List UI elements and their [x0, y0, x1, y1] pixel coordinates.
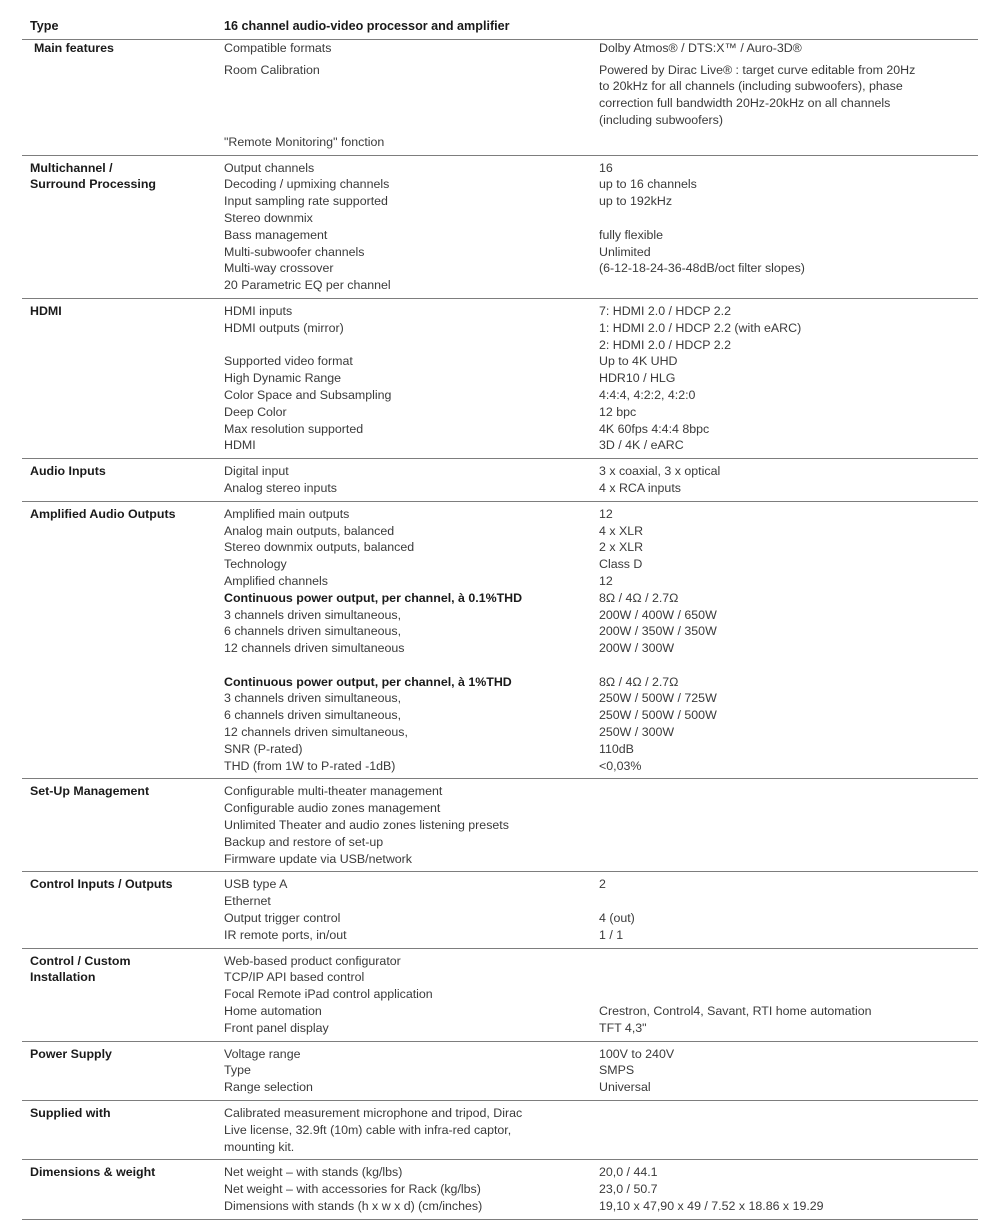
section-title — [22, 851, 224, 868]
section-title — [22, 353, 224, 370]
section-title: Installation — [30, 970, 96, 985]
spec-row — [22, 370, 978, 387]
section-title — [22, 800, 224, 817]
section-title — [22, 1181, 224, 1198]
spec-section — [22, 779, 978, 872]
spec-name: Analog stereo inputs — [224, 480, 337, 495]
spec-value: Up to 4K UHD — [599, 354, 678, 369]
spec-row — [22, 1003, 978, 1020]
spec-value: up to 16 channels — [599, 177, 697, 192]
spec-row — [22, 1122, 978, 1139]
spec-name: Technology — [224, 557, 287, 572]
spec-row — [22, 1139, 978, 1156]
spec-section — [22, 1160, 978, 1219]
section-title — [22, 758, 224, 775]
spec-row — [22, 277, 978, 294]
spec-row — [22, 640, 978, 657]
spec-sheet — [22, 18, 978, 1220]
spec-row — [22, 210, 978, 227]
spec-value — [599, 800, 978, 817]
section-title — [22, 539, 224, 556]
section-title — [22, 134, 224, 151]
section-title — [22, 62, 224, 79]
spec-value — [599, 1139, 978, 1156]
spec-value: 200W / 400W / 650W — [599, 607, 717, 622]
spec-value: Dolby Atmos® / DTS:X™ / Auro-3D® — [599, 40, 802, 55]
spec-row — [22, 657, 978, 674]
spec-name: Ethernet — [224, 894, 271, 909]
spec-row — [22, 244, 978, 261]
spec-value: <0,03% — [599, 758, 642, 773]
spec-value: 7: HDMI 2.0 / HDCP 2.2 — [599, 303, 731, 318]
spec-name: Unlimited Theater and audio zones listening presets — [224, 818, 509, 833]
section-title — [22, 480, 224, 497]
section-title — [22, 260, 224, 277]
spec-value: fully flexible — [599, 227, 664, 242]
section-title: Dimensions & weight — [30, 1165, 156, 1180]
spec-name: SNR (P-rated) — [224, 741, 303, 756]
spec-name: 3 channels driven simultaneous, — [224, 691, 402, 706]
section-title — [22, 573, 224, 590]
spec-section — [22, 1042, 978, 1101]
spec-name: USB type A — [224, 877, 288, 892]
spec-name: 12 channels driven simultaneous — [224, 641, 405, 656]
spec-value: to 20kHz for all channels (including subwoofers), phase — [599, 79, 903, 94]
spec-name — [224, 95, 599, 112]
spec-section — [22, 502, 978, 780]
spec-row — [22, 404, 978, 421]
spec-value: Unlimited — [599, 244, 651, 259]
spec-row — [22, 1181, 978, 1198]
section-title: Multichannel / — [30, 160, 113, 175]
spec-name: Amplified main outputs — [224, 506, 350, 521]
section-title — [22, 556, 224, 573]
spec-row — [22, 539, 978, 556]
spec-row — [22, 95, 978, 112]
spec-name: Analog main outputs, balanced — [224, 523, 395, 538]
section-title — [22, 112, 224, 129]
spec-value: 20,0 / 44.1 — [599, 1165, 658, 1180]
section-title — [22, 277, 224, 294]
spec-value — [599, 277, 978, 294]
spec-row — [22, 927, 978, 944]
spec-row — [22, 783, 978, 800]
spec-value: 19,10 x 47,90 x 49 / 7.52 x 18.86 x 19.29 — [599, 1199, 824, 1213]
section-title — [22, 590, 224, 607]
spec-value: 4 x XLR — [599, 523, 644, 538]
spec-name: Amplified channels — [224, 573, 329, 588]
spec-section — [22, 949, 978, 1042]
spec-row — [22, 556, 978, 573]
spec-row — [22, 817, 978, 834]
spec-name: Output trigger control — [224, 911, 341, 926]
section-title — [22, 1139, 224, 1156]
spec-value: 4:4:4, 4:2:2, 4:2:0 — [599, 387, 696, 402]
spec-name — [224, 112, 599, 129]
spec-value: TFT 4,3" — [599, 1020, 647, 1035]
spec-name: Bass management — [224, 227, 328, 242]
spec-row — [22, 463, 978, 480]
spec-value: 1: HDMI 2.0 / HDCP 2.2 (with eARC) — [599, 320, 802, 335]
section-title: Supplied with — [30, 1106, 111, 1121]
spec-row — [22, 320, 978, 337]
spec-name: Focal Remote iPad control application — [224, 987, 433, 1002]
spec-row — [22, 480, 978, 497]
spec-value: 2: HDMI 2.0 / HDCP 2.2 — [599, 337, 731, 352]
spec-name: 6 channels driven simultaneous, — [224, 624, 402, 639]
spec-value — [599, 210, 978, 227]
spec-name: Color Space and Subsampling — [224, 387, 392, 402]
section-title — [22, 244, 224, 261]
spec-section — [22, 872, 978, 948]
spec-section — [22, 1101, 978, 1160]
section-title — [22, 78, 224, 95]
spec-row — [22, 851, 978, 868]
spec-row — [22, 1198, 978, 1215]
spec-name: Deep Color — [224, 404, 287, 419]
section-title — [22, 690, 224, 707]
spec-value: 200W / 350W / 350W — [599, 624, 717, 639]
spec-value: Universal — [599, 1080, 651, 1095]
spec-name: Firmware update via USB/network — [224, 851, 412, 866]
spec-name: Calibrated measurement microphone and tripod, Dirac — [224, 1106, 523, 1121]
spec-row — [22, 623, 978, 640]
spec-value: 2 — [599, 877, 606, 892]
spec-value: Crestron, Control4, Savant, RTI home automation — [599, 1004, 872, 1019]
section-title — [22, 1079, 224, 1096]
spec-row — [22, 758, 978, 775]
spec-row — [22, 834, 978, 851]
spec-name: Digital input — [224, 464, 289, 479]
section-title — [22, 337, 224, 354]
spec-name: Stereo downmix outputs, balanced — [224, 540, 415, 555]
spec-value — [599, 986, 978, 1003]
spec-row — [22, 421, 978, 438]
header-row — [22, 18, 978, 35]
spec-name: Supported video format — [224, 354, 353, 369]
spec-value: 4 x RCA inputs — [599, 480, 681, 495]
spec-value — [599, 657, 978, 674]
spec-value: Class D — [599, 557, 643, 572]
spec-value: 4 (out) — [599, 911, 635, 926]
spec-value: 100V to 240V — [599, 1046, 675, 1061]
spec-name: Configurable multi-theater management — [224, 784, 443, 799]
spec-value: 250W / 500W / 500W — [599, 708, 717, 723]
spec-section — [22, 459, 978, 502]
spec-value — [599, 851, 978, 868]
section-title — [22, 320, 224, 337]
spec-row — [22, 134, 978, 151]
spec-name — [224, 337, 599, 354]
spec-row — [22, 437, 978, 454]
spec-value: 12 — [599, 573, 613, 588]
section-title: Control Inputs / Outputs — [30, 877, 173, 892]
spec-value — [599, 1122, 978, 1139]
spec-value — [599, 817, 978, 834]
section-title: Audio Inputs — [30, 464, 106, 479]
spec-value: 3 x coaxial, 3 x optical — [599, 464, 721, 479]
spec-name: 6 channels driven simultaneous, — [224, 708, 402, 723]
spec-name: Multi-subwoofer channels — [224, 244, 365, 259]
spec-name: High Dynamic Range — [224, 371, 342, 386]
header-value: 16 channel audio-video processor and amplifier — [224, 19, 510, 33]
spec-value: 2 x XLR — [599, 540, 644, 555]
spec-name: Continuous power output, per channel, à 0.1%THD — [224, 590, 523, 605]
spec-name: HDMI — [224, 438, 256, 453]
section-title — [22, 370, 224, 387]
spec-row — [22, 112, 978, 129]
spec-name: 20 Parametric EQ per channel — [224, 278, 391, 293]
spec-name: mounting kit. — [224, 1139, 295, 1154]
spec-value: 8Ω / 4Ω / 2.7Ω — [599, 590, 679, 605]
spec-row — [22, 387, 978, 404]
spec-row — [22, 607, 978, 624]
spec-value: 1 / 1 — [599, 927, 624, 942]
spec-header — [22, 18, 978, 40]
spec-row — [22, 741, 978, 758]
spec-row — [22, 506, 978, 523]
spec-name: Live license, 32.9ft (10m) cable with infra-red captor, — [224, 1122, 512, 1137]
spec-value — [599, 134, 978, 151]
spec-section — [22, 40, 978, 156]
spec-name: Net weight – with accessories for Rack (kg/lbs) — [224, 1182, 481, 1197]
spec-section — [22, 299, 978, 459]
spec-value: up to 192kHz — [599, 194, 673, 209]
spec-name: Voltage range — [224, 1046, 301, 1061]
spec-value: Powered by Dirac Live® : target curve editable from 20Hz — [599, 62, 916, 77]
spec-row — [22, 176, 978, 193]
section-title — [22, 724, 224, 741]
spec-row — [22, 1046, 978, 1063]
section-title — [22, 986, 224, 1003]
section-title — [22, 910, 224, 927]
spec-name: Backup and restore of set-up — [224, 834, 384, 849]
section-title — [22, 657, 224, 674]
spec-name: TCP/IP API based control — [224, 970, 365, 985]
spec-row — [22, 337, 978, 354]
spec-name: Web-based product configurator — [224, 953, 401, 968]
spec-value: (including subwoofers) — [599, 112, 723, 127]
spec-name: Configurable audio zones management — [224, 801, 441, 816]
spec-name — [224, 657, 599, 674]
spec-row — [22, 62, 978, 79]
spec-value: 4K 60fps 4:4:4 8bpc — [599, 421, 710, 436]
spec-row — [22, 1105, 978, 1122]
spec-value — [599, 834, 978, 851]
spec-name: Continuous power output, per channel, à 1%THD — [224, 674, 512, 689]
spec-name: IR remote ports, in/out — [224, 927, 347, 942]
section-title — [22, 387, 224, 404]
spec-row — [22, 193, 978, 210]
spec-name: THD (from 1W to P-rated -1dB) — [224, 758, 396, 773]
section-title — [22, 741, 224, 758]
spec-name — [224, 78, 599, 95]
section-title: Set-Up Management — [30, 784, 150, 799]
spec-row — [22, 40, 978, 57]
section-title: Amplified Audio Outputs — [30, 506, 176, 521]
spec-row — [22, 876, 978, 893]
spec-name: Home automation — [224, 1004, 322, 1019]
spec-value: 110dB — [599, 741, 634, 756]
spec-row — [22, 690, 978, 707]
spec-sections — [22, 40, 978, 1220]
spec-value: 12 — [599, 506, 613, 521]
spec-value: 200W / 300W — [599, 641, 675, 656]
section-title — [22, 227, 224, 244]
spec-row — [22, 303, 978, 320]
spec-row — [22, 1164, 978, 1181]
spec-name: HDMI outputs (mirror) — [224, 320, 344, 335]
spec-name: Type — [224, 1063, 251, 1078]
spec-row — [22, 160, 978, 177]
section-title: HDMI — [30, 303, 62, 318]
spec-name: Front panel display — [224, 1020, 329, 1035]
section-title — [22, 817, 224, 834]
spec-value — [599, 893, 978, 910]
section-title — [22, 193, 224, 210]
spec-row — [22, 573, 978, 590]
spec-row — [22, 674, 978, 691]
spec-value: correction full bandwidth 20Hz-20kHz on all channels — [599, 96, 891, 111]
spec-name: Max resolution supported — [224, 421, 364, 436]
spec-row — [22, 1020, 978, 1037]
spec-name: Decoding / upmixing channels — [224, 177, 390, 192]
spec-row — [22, 893, 978, 910]
spec-name: Input sampling rate supported — [224, 194, 388, 209]
spec-name: Room Calibration — [224, 62, 320, 77]
section-title — [22, 1020, 224, 1037]
section-title: Control / Custom — [30, 953, 131, 968]
section-title — [22, 1062, 224, 1079]
spec-name: Net weight – with stands (kg/lbs) — [224, 1165, 403, 1180]
spec-row — [22, 78, 978, 95]
spec-name: Range selection — [224, 1080, 313, 1095]
spec-value: HDR10 / HLG — [599, 371, 676, 386]
spec-name: 12 channels driven simultaneous, — [224, 725, 408, 740]
section-title — [22, 927, 224, 944]
spec-row — [22, 227, 978, 244]
spec-name: Multi-way crossover — [224, 261, 334, 276]
spec-row — [22, 1079, 978, 1096]
section-title — [22, 523, 224, 540]
spec-name: Dimensions with stands (h x w x d) (cm/inches) — [224, 1199, 483, 1213]
spec-row — [22, 986, 978, 1003]
spec-value: 8Ω / 4Ω / 2.7Ω — [599, 674, 679, 689]
spec-row — [22, 353, 978, 370]
spec-value: 250W / 300W — [599, 725, 675, 740]
section-title — [22, 640, 224, 657]
spec-row — [22, 969, 978, 986]
spec-value: SMPS — [599, 1063, 635, 1078]
section-title — [22, 834, 224, 851]
spec-row — [22, 590, 978, 607]
section-title — [22, 1122, 224, 1139]
spec-value — [599, 969, 978, 986]
section-title — [22, 421, 224, 438]
section-title: Main features — [34, 40, 114, 55]
spec-row — [22, 724, 978, 741]
header-label: Type — [30, 19, 59, 33]
spec-row — [22, 953, 978, 970]
spec-name: "Remote Monitoring" fonction — [224, 134, 385, 149]
section-title — [22, 1198, 224, 1215]
section-title — [22, 607, 224, 624]
spec-row — [22, 260, 978, 277]
spec-value: 250W / 500W / 725W — [599, 691, 717, 706]
spec-value: 12 bpc — [599, 404, 637, 419]
section-title — [22, 210, 224, 227]
section-title — [22, 893, 224, 910]
section-title: Power Supply — [30, 1046, 112, 1061]
spec-value: (6-12-18-24-36-48dB/oct filter slopes) — [599, 261, 805, 276]
section-title — [22, 437, 224, 454]
spec-value: 16 — [599, 160, 613, 175]
spec-row — [22, 1062, 978, 1079]
section-title — [22, 1003, 224, 1020]
section-title — [22, 707, 224, 724]
section-title — [22, 404, 224, 421]
spec-value — [599, 783, 978, 800]
spec-value — [599, 1105, 978, 1122]
spec-row — [22, 800, 978, 817]
section-title — [22, 95, 224, 112]
spec-value: 23,0 / 50.7 — [599, 1182, 658, 1197]
spec-value: 3D / 4K / eARC — [599, 438, 684, 453]
spec-name: Stereo downmix — [224, 210, 313, 225]
spec-row — [22, 910, 978, 927]
spec-name: 3 channels driven simultaneous, — [224, 607, 402, 622]
spec-value — [599, 953, 978, 970]
spec-row — [22, 523, 978, 540]
section-title: Surround Processing — [30, 177, 156, 192]
spec-name: HDMI inputs — [224, 303, 293, 318]
section-title — [22, 674, 224, 691]
spec-name: Compatible formats — [224, 40, 332, 55]
spec-row — [22, 707, 978, 724]
section-title — [22, 623, 224, 640]
spec-name: Output channels — [224, 160, 315, 175]
spec-section — [22, 156, 978, 299]
